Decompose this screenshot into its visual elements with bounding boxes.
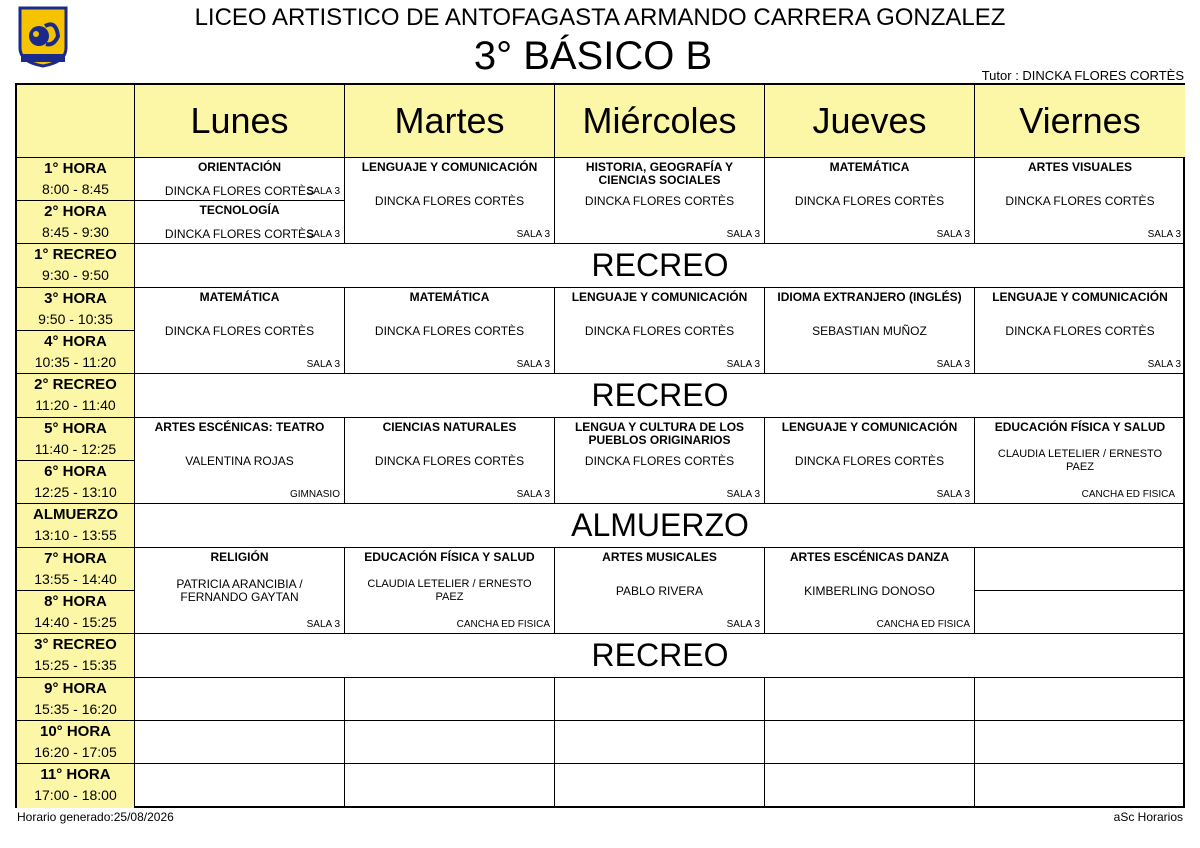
period-time: 11:20 - 11:40 <box>35 397 116 413</box>
lesson-room: SALA 3 <box>516 489 550 500</box>
period-time: 11:40 - 12:25 <box>34 441 117 457</box>
lesson-cell[interactable] <box>135 201 345 244</box>
period-cell <box>17 678 135 721</box>
lesson-cell[interactable] <box>555 548 765 634</box>
break-row: RECREO <box>135 244 1185 288</box>
lesson-subject: MATEMÁTICA <box>199 290 280 304</box>
period-time: 17:00 - 18:00 <box>34 787 117 803</box>
school-name: LICEO ARTISTICO DE ANTOFAGASTA ARMANDO CARRERA GONZALEZ <box>194 4 1006 31</box>
lesson-cell[interactable] <box>345 548 555 634</box>
lesson-teacher: VALENTINA ROJAS <box>185 454 294 468</box>
empty-cell[interactable] <box>765 678 975 721</box>
period-cell <box>17 158 135 201</box>
lesson-cell[interactable] <box>135 288 345 374</box>
lesson-subject: TECNOLOGÍA <box>199 203 280 217</box>
lesson-subject: LENGUAJE Y COMUNICACIÓN <box>992 290 1168 304</box>
lesson-subject: MATEMÁTICA <box>409 290 490 304</box>
lesson-cell[interactable] <box>555 288 765 374</box>
day-header-miercoles: Miércoles <box>555 85 765 158</box>
empty-cell[interactable] <box>135 764 345 808</box>
lesson-subject: MATEMÁTICA <box>829 160 910 174</box>
lesson-room: SALA 3 <box>936 229 970 240</box>
lesson-room: SALA 3 <box>1147 229 1181 240</box>
lesson-cell[interactable] <box>135 418 345 504</box>
period-time: 8:45 - 9:30 <box>42 224 109 240</box>
lesson-subject: EDUCACIÓN FÍSICA Y SALUD <box>364 550 535 564</box>
empty-cell[interactable] <box>765 721 975 764</box>
empty-cell[interactable] <box>345 764 555 808</box>
lesson-teacher: DINCKA FLORES CORTÈS <box>794 194 945 208</box>
lesson-room: CANCHA ED FISICA <box>456 619 550 630</box>
break-row: RECREO <box>135 374 1185 418</box>
lesson-cell[interactable] <box>765 418 975 504</box>
period-time: 16:20 - 17:05 <box>34 744 117 760</box>
day-header-lunes: Lunes <box>135 85 345 158</box>
lesson-cell[interactable] <box>135 158 345 201</box>
day-header-jueves: Jueves <box>765 85 975 158</box>
lesson-teacher: DINCKA FLORES CORTÈS <box>164 184 315 198</box>
period-cell <box>17 591 135 634</box>
period-name: 3° RECREO <box>34 636 117 653</box>
lesson-subject: LENGUAJE Y COMUNICACIÓN <box>571 290 748 304</box>
period-cell <box>17 288 135 331</box>
lesson-room: SALA 3 <box>1147 359 1181 370</box>
empty-cell[interactable] <box>135 721 345 764</box>
lesson-teacher: DINCKA FLORES CORTÈS <box>794 454 945 468</box>
period-name: 9° HORA <box>44 680 107 697</box>
lesson-teacher: DINCKA FLORES CORTÈS <box>584 194 735 208</box>
lesson-room: SALA 3 <box>726 489 760 500</box>
lesson-subject: EDUCACIÓN FÍSICA Y SALUD <box>994 420 1166 434</box>
lesson-cell[interactable] <box>555 158 765 244</box>
lesson-teacher: DINCKA FLORES CORTÈS <box>374 324 525 338</box>
lesson-teacher: DINCKA FLORES CORTÈS <box>374 194 525 208</box>
tutor-label: Tutor : DINCKA FLORES CORTÈS <box>981 68 1184 83</box>
day-header-viernes: Viernes <box>975 85 1185 158</box>
period-cell <box>17 331 135 374</box>
period-name: 2° RECREO <box>34 376 117 393</box>
empty-cell[interactable] <box>555 678 765 721</box>
generated-date: Horario generado:25/08/2026 <box>17 810 174 824</box>
lesson-cell[interactable] <box>135 548 345 634</box>
empty-cell[interactable] <box>975 764 1185 808</box>
period-time: 13:10 - 13:55 <box>34 527 117 543</box>
lesson-room: SALA 3 <box>726 229 760 240</box>
lesson-cell[interactable] <box>345 418 555 504</box>
lesson-subject: ARTES VISUALES <box>1027 160 1132 174</box>
lesson-subject: ARTES MUSICALES <box>602 550 717 564</box>
period-name: 1° HORA <box>44 160 107 177</box>
lesson-room: GIMNASIO <box>289 489 340 500</box>
lesson-teacher: CLAUDIA LETELIER / ERNESTO PAEZ <box>997 448 1163 473</box>
period-time: 9:50 - 10:35 <box>38 311 113 327</box>
lesson-room: SALA 3 <box>726 359 760 370</box>
period-time: 15:25 - 15:35 <box>34 657 117 673</box>
lesson-room: SALA 3 <box>936 489 970 500</box>
lesson-teacher: DINCKA FLORES CORTÈS <box>374 454 525 468</box>
lesson-room: SALA 3 <box>306 619 340 630</box>
lesson-cell[interactable] <box>975 158 1185 244</box>
period-time: 9:30 - 9:50 <box>42 267 109 283</box>
empty-cell[interactable] <box>765 764 975 808</box>
period-time: 10:35 - 11:20 <box>34 354 117 370</box>
lesson-teacher: DINCKA FLORES CORTÈS <box>584 454 735 468</box>
period-name: 8° HORA <box>44 593 107 610</box>
lesson-teacher: PATRICIA ARANCIBIA / FERNANDO GAYTAN <box>176 577 303 604</box>
lesson-teacher: SEBASTIAN MUÑOZ <box>812 324 927 338</box>
lesson-cell[interactable] <box>555 418 765 504</box>
lesson-room: SALA 3 <box>726 619 760 630</box>
lesson-subject: ARTES ESCÉNICAS DANZA <box>789 550 950 564</box>
lesson-subject: RELIGIÓN <box>210 550 269 564</box>
lesson-room: SALA 3 <box>306 229 340 240</box>
empty-cell[interactable] <box>345 721 555 764</box>
period-name: ALMUERZO <box>33 506 118 523</box>
lesson-subject: LENGUAJE Y COMUNICACIÓN <box>361 160 538 174</box>
period-name: 10° HORA <box>39 723 111 740</box>
period-name: 2° HORA <box>44 203 107 220</box>
lesson-teacher: DINCKA FLORES CORTÈS <box>1005 324 1155 338</box>
corner-cell <box>17 85 135 158</box>
day-header-martes: Martes <box>345 85 555 158</box>
period-time: 12:25 - 13:10 <box>34 484 117 500</box>
period-cell <box>17 461 135 504</box>
period-name: 6° HORA <box>44 463 107 480</box>
lesson-cell[interactable] <box>765 548 975 634</box>
lesson-room: SALA 3 <box>936 359 970 370</box>
lesson-room: SALA 3 <box>306 186 340 197</box>
lesson-teacher: DINCKA FLORES CORTÈS <box>584 324 735 338</box>
lesson-teacher: KIMBERLING DONOSO <box>804 584 935 598</box>
lesson-subject: ARTES ESCÉNICAS: TEATRO <box>154 420 325 434</box>
lesson-room: SALA 3 <box>306 359 340 370</box>
lesson-teacher: DINCKA FLORES CORTÈS <box>1005 194 1155 208</box>
period-cell <box>17 764 135 808</box>
empty-cell[interactable] <box>135 678 345 721</box>
lesson-subject: HISTORIA, GEOGRAFÍA Y CIENCIAS SOCIALES <box>585 160 734 187</box>
empty-cell[interactable] <box>975 548 1185 591</box>
empty-cell[interactable] <box>345 678 555 721</box>
period-cell <box>17 548 135 591</box>
lesson-cell[interactable] <box>765 288 975 374</box>
lesson-teacher: DINCKA FLORES CORTÈS <box>164 227 315 241</box>
period-time: 13:55 - 14:40 <box>34 571 117 587</box>
lesson-subject: LENGUA Y CULTURA DE LOS PUEBLOS ORIGINARIOS <box>574 420 745 447</box>
lesson-teacher: PABLO RIVERA <box>615 584 704 598</box>
class-title: 3° BÁSICO B <box>473 34 713 78</box>
period-name: 4° HORA <box>44 333 107 350</box>
period-cell <box>17 721 135 764</box>
lesson-subject: LENGUAJE Y COMUNICACIÓN <box>781 420 958 434</box>
lesson-room: SALA 3 <box>516 229 550 240</box>
lunch-row: ALMUERZO <box>135 504 1185 548</box>
lesson-subject: CIENCIAS NATURALES <box>382 420 517 434</box>
lesson-subject: IDIOMA EXTRANJERO (INGLÉS) <box>777 290 962 304</box>
empty-cell[interactable] <box>975 678 1185 721</box>
period-time: 15:35 - 16:20 <box>34 701 117 717</box>
period-name: 5° HORA <box>44 420 107 437</box>
timetable-grid <box>15 83 1185 808</box>
period-cell <box>17 504 135 548</box>
empty-cell[interactable] <box>555 764 765 808</box>
lesson-cell[interactable] <box>975 288 1185 374</box>
empty-cell[interactable] <box>555 721 765 764</box>
period-name: 1° RECREO <box>34 246 117 263</box>
period-time: 14:40 - 15:25 <box>34 614 117 630</box>
period-time: 8:00 - 8:45 <box>42 181 109 197</box>
empty-cell[interactable] <box>975 591 1185 634</box>
period-cell <box>17 374 135 418</box>
lesson-room: SALA 3 <box>516 359 550 370</box>
lesson-cell[interactable] <box>765 158 975 244</box>
period-cell <box>17 634 135 678</box>
period-name: 7° HORA <box>44 550 107 567</box>
lesson-cell[interactable] <box>975 418 1185 504</box>
period-cell <box>17 244 135 288</box>
lesson-teacher: CLAUDIA LETELIER / ERNESTO PAEZ <box>367 578 532 603</box>
lesson-cell[interactable] <box>345 158 555 244</box>
lesson-subject: ORIENTACIÓN <box>197 160 282 174</box>
period-cell <box>17 418 135 461</box>
period-name: 3° HORA <box>44 290 107 307</box>
lesson-room: CANCHA ED FISICA <box>1081 489 1175 500</box>
lesson-cell[interactable] <box>345 288 555 374</box>
lesson-teacher: DINCKA FLORES CORTÈS <box>164 324 315 338</box>
period-cell <box>17 201 135 244</box>
empty-cell[interactable] <box>975 721 1185 764</box>
break-row: RECREO <box>135 634 1185 678</box>
software-credit: aSc Horarios <box>1113 810 1183 824</box>
lesson-room: CANCHA ED FISICA <box>876 619 970 630</box>
period-name: 11° HORA <box>40 766 111 783</box>
